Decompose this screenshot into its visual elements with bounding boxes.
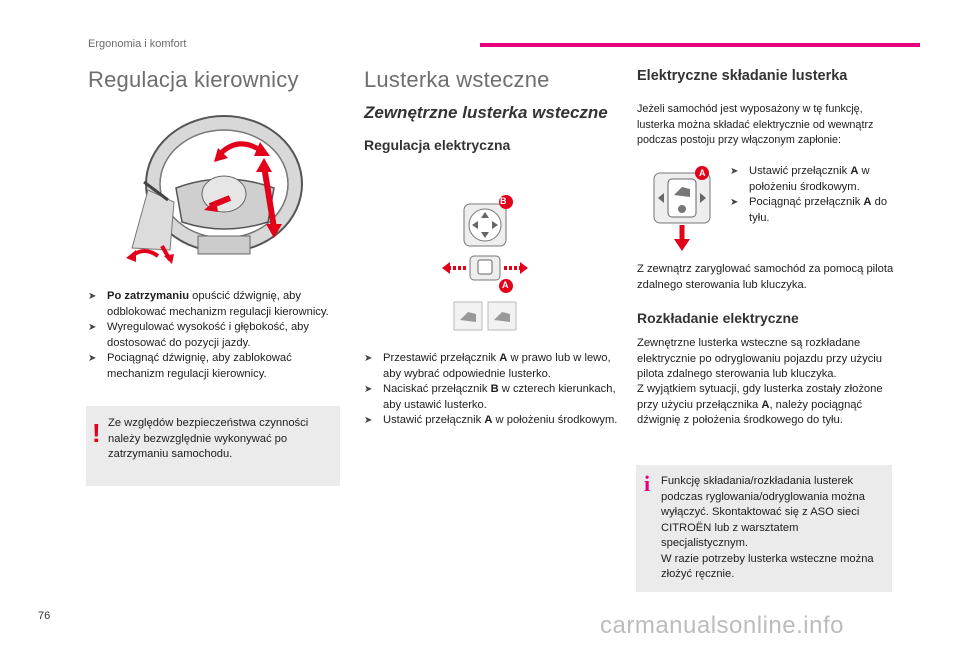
bullet-text: Ustawić przełącznik: [749, 165, 851, 177]
exception-pre: Z wyjątkiem sytuacji, gdy lusterka zostały złożone przy użyciu przełącznika: [637, 383, 883, 411]
list-item: [88, 320, 338, 351]
bullet-arrow-icon: ➤: [364, 415, 373, 426]
lock-text: Z zewnątrz zaryglować samochód za pomocą pilota zdalnego sterowania lub kluczyka.: [637, 263, 894, 291]
warning-text: Ze względów bezpieczeństwa czynności należy bezwzględnie wykonywać po zatrzymaniu samochodu.: [108, 417, 309, 460]
list-item: [364, 382, 619, 413]
info-icon: i: [644, 471, 651, 496]
info-box: [636, 465, 892, 592]
bullet-bold: A: [850, 165, 859, 177]
exterior-mirrors-subtitle: Zewnętrzne lusterka wsteczne: [364, 103, 608, 122]
bullet-arrow-icon: ➤: [364, 353, 373, 364]
fold-instructions: [730, 164, 890, 226]
steering-adjust-title: Regulacja kierownicy: [88, 67, 299, 92]
bullet-arrow-icon: ➤: [730, 197, 739, 208]
bullet-text: Naciskać przełącznik: [383, 383, 491, 395]
bullet-text: w położeniu środkowym.: [749, 165, 870, 193]
list-item: [730, 195, 890, 226]
steering-wheel-illustration: [118, 110, 308, 270]
label-a: A: [699, 168, 706, 178]
label-b: B: [500, 196, 507, 206]
electric-adjust-heading: Regulacja elektryczna: [364, 137, 511, 153]
bullet-text: w czterech kierunkach, aby ustawić lusterko.: [383, 383, 616, 411]
bullet-text: w położeniu środkowym.: [492, 414, 618, 426]
list-item: [88, 289, 338, 320]
unfolding-text: Zewnętrzne lusterka wsteczne są rozkładane elektrycznie po odryglowaniu pojazdu przy użyciu pilota zdalnego sterowania lub kluczyka.: [637, 337, 883, 380]
bullet-text: Przestawić przełącznik: [383, 352, 500, 364]
bullet-bold: A: [863, 196, 872, 208]
label-a: A: [502, 280, 509, 290]
electric-folding-heading: Elektryczne składanie lusterka: [637, 68, 848, 84]
section-header: Ergonomia i komfort: [88, 38, 187, 50]
warning-box: [86, 406, 340, 486]
bullet-text: Pociągnąć przełącznik: [749, 196, 864, 208]
electric-unfolding-heading: Rozkładanie elektryczne: [637, 310, 799, 326]
bullet-arrow-icon: ➤: [88, 291, 97, 302]
bullet-text: opuścić dźwignię, aby odblokować mechanizm regulacji kierownicy.: [107, 290, 329, 318]
bullet-bold: Po zatrzymaniu: [107, 290, 190, 302]
bullet-text: Pociągnąć dźwignię, aby zablokować mechanizm regulacji kierownicy.: [107, 352, 292, 380]
header-accent-bar: [480, 43, 920, 47]
bullet-bold: B: [490, 383, 499, 395]
bullet-bold: A: [484, 414, 493, 426]
info-text-2: W razie potrzeby lusterka wsteczne można złożyć ręcznie.: [661, 552, 874, 580]
bullet-text: w prawo lub w lewo, aby wybrać odpowiednie lusterko.: [383, 352, 611, 380]
bullet-text: Ustawić przełącznik: [383, 414, 485, 426]
bullet-bold: A: [499, 352, 508, 364]
bullet-arrow-icon: ➤: [88, 322, 97, 333]
mirrors-title: Lusterka wsteczne: [364, 67, 550, 92]
list-item: [88, 351, 338, 382]
exception-post: , należy pociągnąć dźwignię z położenia środkowego do tyłu.: [637, 398, 863, 426]
bullet-arrow-icon: ➤: [730, 166, 739, 177]
folding-intro: Jeżeli samochód jest wyposażony w tę funkcję, lusterka można składać elektrycznie od wewnątrz podczas postoju przy włączonym zapłonie:: [637, 103, 874, 146]
exception-bold: A: [761, 398, 770, 411]
warning-icon: !: [92, 418, 101, 448]
bullet-arrow-icon: ➤: [88, 353, 97, 364]
bullet-text: do tyłu.: [749, 196, 888, 224]
bullet-arrow-icon: ➤: [364, 384, 373, 395]
info-text-1: Funkcję składania/rozkładania lusterek podczas ryglowania/odryglowania można wyłączyć. Skontaktować się z ASO sieci CITROËN lub z warsztatem specjalistycznym.: [661, 475, 865, 549]
list-item: [730, 164, 890, 195]
fold-switch-diagram: [650, 165, 720, 255]
info-text: [661, 474, 887, 583]
mirror-adjust-instructions: [364, 351, 619, 429]
watermark: carmanualsonline.info: [600, 612, 844, 639]
page-number: 76: [38, 610, 51, 622]
mirror-switch-diagram: [440, 190, 540, 335]
list-item: [364, 413, 619, 429]
list-item: [364, 351, 619, 382]
steering-instructions: [88, 289, 338, 382]
exception-text: [637, 382, 895, 429]
bullet-text: Wyregulować wysokość i głębokość, aby dostosować do pozycji jazdy.: [107, 321, 309, 349]
